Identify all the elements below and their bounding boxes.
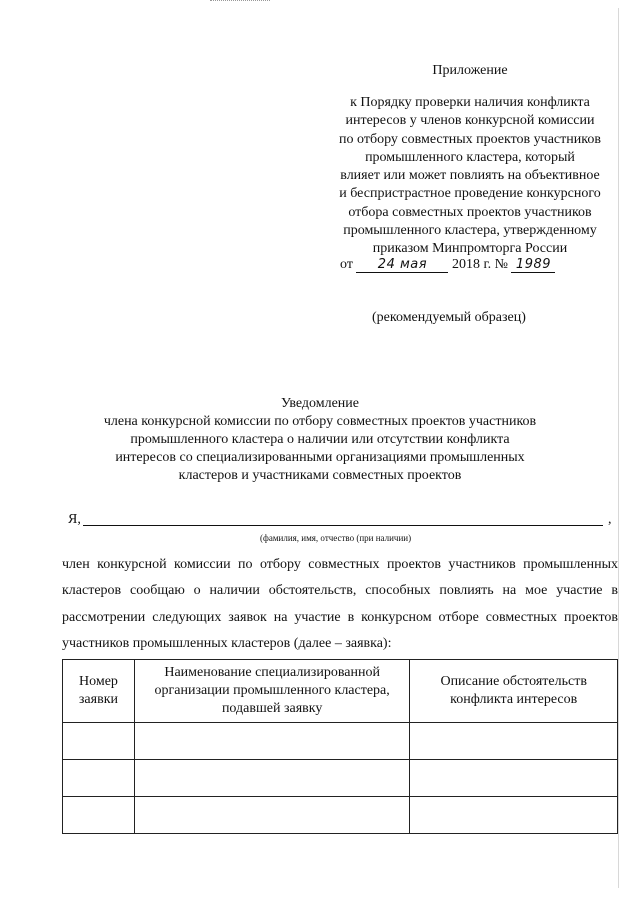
notice-subtitle-line: интересов со специализированными организациями промышленных [115, 450, 525, 465]
appendix-line: приказом Минпромторга России [372, 241, 568, 257]
appendix-line: интересов у членов конкурсной комиссии [345, 113, 595, 129]
table-cell[interactable] [134, 723, 409, 760]
name-field-line[interactable] [83, 525, 603, 526]
appendix-block [300, 62, 640, 259]
notice-subtitle [100, 413, 540, 485]
table-row [63, 760, 618, 797]
appendix-line: и беспристрастное проведение конкурсного [339, 186, 601, 202]
table-cell[interactable] [63, 797, 135, 834]
handwritten-date: 24 мая [356, 258, 448, 273]
table-cell[interactable] [410, 760, 618, 797]
appendix-line: влияет или может повлиять на объективное [340, 168, 600, 184]
appendix-line: отбора совместных проектов участников [348, 204, 592, 220]
declaration-paragraph: член конкурсной комиссии по отбору совместных проектов участников промышленных кластеров сообщаю о наличии обстоятельств, способных повлиять на мое участие в рассмотрении следующих заявок на участие в конкурсном отборе совместных проектов участников промышленных кластеров (далее – заявка): [62, 557, 618, 651]
order-date-line [340, 256, 555, 274]
notice-subtitle-line: промышленного кластера о наличии или отсутствии конфликта [130, 432, 510, 447]
header-organization-name: Наименование специализированной организации промышленного кластера, подавшей заявку [134, 660, 409, 723]
table-cell[interactable] [410, 723, 618, 760]
notice-title: Уведомление [280, 396, 359, 411]
table-cell[interactable] [63, 723, 135, 760]
name-field-comma: , [608, 512, 612, 527]
handwritten-number: 1989 [511, 258, 555, 273]
header-conflict-description: Описание обстоятельств конфликта интересов [410, 660, 618, 723]
appendix-line: к Порядку проверки наличия конфликта [350, 95, 590, 110]
appendix-line: промышленного кластера, утвержденному [343, 223, 597, 239]
scan-artifact [210, 0, 270, 1]
table-row [63, 797, 618, 834]
date-prefix: от [340, 257, 353, 272]
appendix-line: по отбору совместных проектов участников [339, 131, 601, 147]
appendix-text [300, 94, 640, 259]
header-application-number: Номер заявки [63, 660, 135, 723]
ya-label: Я, [68, 512, 81, 527]
applications-table [62, 659, 618, 834]
table-cell[interactable] [63, 760, 135, 797]
appendix-title: Приложение [432, 63, 508, 78]
appendix-line: промышленного кластера, который [365, 149, 575, 165]
table-cell[interactable] [134, 760, 409, 797]
name-field-row [68, 512, 628, 528]
notice-subtitle-line: кластеров и участниками совместных проектов [178, 468, 462, 483]
table-cell[interactable] [134, 797, 409, 834]
table-header-row [63, 660, 618, 723]
table-row [63, 723, 618, 760]
year-text: 2018 г. № [451, 257, 508, 272]
notice-subtitle-line: члена конкурсной комиссии по отбору совместных проектов участников [103, 414, 537, 429]
sample-label: (рекомендуемый образец) [372, 310, 526, 325]
name-field-hint: (фамилия, имя, отчество (при наличии) [260, 533, 412, 543]
table-cell[interactable] [410, 797, 618, 834]
